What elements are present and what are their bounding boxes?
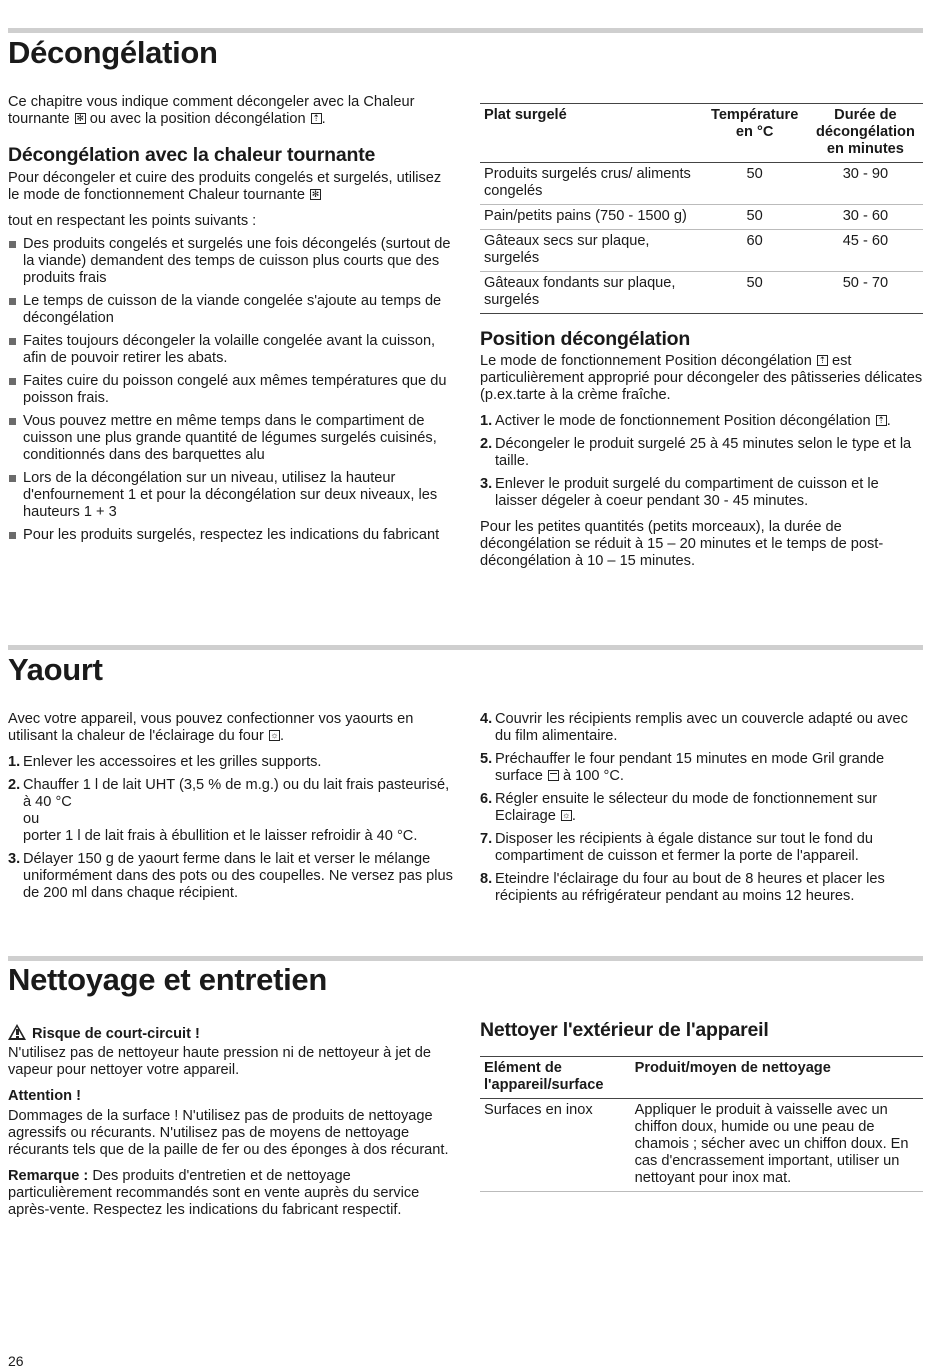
hot-air-bullet-list (8, 236, 453, 544)
list-item: Faites toujours décongeler la volaille congelée avant la cuisson, afin de pouvoir retirer les abats. (8, 333, 453, 367)
hot-air-para1: Pour décongeler et cuire des produits congelés et surgelés, utilisez le mode de fonctionnement Chaleur tournante ✻ (8, 170, 453, 204)
attention-text: Dommages de la surface ! N'utilisez pas de produits de nettoyage agressifs ou récurants. N'utilisez pas de moyens de nettoyage récurants tels que de la paille de fer ou des éponges à dos récurant. (8, 1108, 449, 1158)
col-temperature: Température en °C (710, 107, 799, 140)
yogurt-left-column (8, 711, 453, 908)
yogurt-title: Yaourt (8, 652, 103, 687)
cleaning-title: Nettoyage et entretien (8, 962, 327, 997)
exterior-cleaning-heading: Nettoyer l'extérieur de l'appareil (480, 1019, 769, 1041)
hot-air-para2: tout en respectant les points suivants : (8, 213, 257, 229)
col-duration: Durée de décongélation en minutes (815, 107, 915, 157)
list-item: Le temps de cuisson de la viande congelée s'ajoute au temps de décongélation (8, 293, 453, 327)
yogurt-steps-right (480, 711, 923, 905)
hot-air-heading: Décongélation avec la chaleur tournante (8, 144, 376, 166)
list-item: Pour les produits surgelés, respectez les indications du fabricant (8, 527, 453, 544)
table-row: Gâteaux secs sur plaque, surgelés 60 45 - 60 (480, 230, 923, 272)
list-item: 3. Enlever le produit surgelé du compartiment de cuisson et le laisser dégeler à coeur pendant 30 - 45 minutes. (480, 476, 879, 509)
fan-icon (310, 189, 321, 200)
list-item: Lors de la décongélation sur un niveau, utilisez la hauteur d'enfournement 1 et pour la décongélation sur deux niveaux, les hauteurs 1 + 3 (8, 470, 453, 521)
remark-text: Remarque : Des produits d'entretien et de nettoyage particulièrement recommandés sont en vente auprès du service après-vente. Respectez les indications du fabricant respectif. (8, 1168, 420, 1218)
list-item: 2. Chauffer 1 l de lait UHT (3,5 % de m.g.) ou du lait frais pasteurisé, à 40 °C ou porter 1 l de lait frais à ébullition et le laisser refroidir à 40 °C. (8, 777, 450, 844)
table-row: Pain/petits pains (750 - 1500 g) 50 30 - 60 (480, 205, 923, 230)
col-frozen-dish: Plat surgelé (484, 107, 567, 123)
position-defrost-steps (480, 413, 923, 510)
col-cleaning-product: Produit/moyen de nettoyage (634, 1060, 831, 1076)
yogurt-steps-left (8, 754, 453, 902)
list-item: 1. Activer le mode de fonctionnement Position décongélation ⇡. (480, 413, 923, 430)
warning-icon (8, 1024, 26, 1040)
position-defrost-heading: Position décongélation (480, 328, 691, 350)
list-item: 7. Disposer les récipients à égale distance sur tout le fond du compartiment de cuisson et fermer la porte de l'appareil. (480, 831, 874, 864)
table-row: Surfaces en inox Appliquer le produit à vaisselle avec un chiffon doux, humide ou une peau de chamois ; sécher avec un chiffon doux. En cas d'encrassement important, utiliser un nettoyant pour inox mat. (484, 1102, 909, 1186)
defrost-icon (817, 355, 828, 366)
exterior-cleaning-table (480, 1056, 923, 1192)
light-icon (561, 810, 572, 821)
yogurt-intro: Avec votre appareil, vous pouvez confectionner vos yaourts en utilisant la chaleur de l'éclairage du four ☼. (8, 711, 453, 745)
defrost-title: Décongélation (8, 35, 218, 70)
list-item: 6. Régler ensuite le sélecteur du mode de fonctionnement sur Eclairage ☼. (480, 791, 923, 825)
yogurt-right-column (480, 711, 923, 911)
list-item: 3. Délayer 150 g de yaourt ferme dans le lait et verser le mélange uniformément dans des pots ou des coupelles. Ne versez pas plus de 200 ml dans chaque récipient. (8, 851, 453, 901)
attention-heading: Attention ! (8, 1088, 81, 1104)
defrost-icon (876, 415, 887, 426)
light-icon (269, 730, 280, 741)
fan-icon (75, 113, 86, 124)
table-header-row (480, 1057, 923, 1099)
list-item: 5. Préchauffer le four pendant 15 minutes en mode Gril grande surface à 100 °C. (480, 751, 885, 784)
position-defrost-para: Le mode de fonctionnement Position décongélation ⇡ est particulièrement approprié pour décongeler des pâtisseries délicates (p.ex.tarte à la crème fraîche. (480, 353, 923, 404)
col-appliance-part: Elément de l'appareil/surface (484, 1060, 604, 1093)
table-row: Produits surgelés crus/ aliments congelés 50 30 - 90 (480, 163, 923, 205)
cleaning-left-column (8, 1024, 453, 1219)
list-item: 8. Eteindre l'éclairage du four au bout de 8 heures et placer les récipients au réfrigérateur pendant au moins 12 heures. (480, 871, 885, 904)
page-number: 26 (8, 1353, 24, 1369)
defrost-left-column (8, 94, 453, 550)
list-item: 1. Enlever les accessoires et les grilles supports. (8, 754, 322, 770)
list-item: 4. Couvrir les récipients remplis avec un couvercle adapté ou avec du film alimentaire. (480, 711, 908, 744)
defrost-right-column (480, 103, 923, 570)
section-rule-cleaning (8, 956, 923, 961)
warning-heading: Risque de court-circuit ! (8, 1024, 453, 1043)
list-item: Faites cuire du poisson congelé aux mêmes températures que du poisson frais. (8, 373, 453, 407)
list-item: 2. Décongeler le produit surgelé 25 à 45 minutes selon le type et la taille. (480, 436, 912, 469)
cleaning-right-column (480, 1019, 923, 1192)
grill-icon (548, 770, 559, 781)
list-item: Des produits congelés et surgelés une fois décongelés (surtout de la viande) demandent des temps de cuisson plus courts que des produits frais (8, 236, 453, 287)
defrost-intro: Ce chapitre vous indique comment décongeler avec la Chaleur tournante ✻ ou avec la position décongélation ⇡. (8, 94, 453, 128)
frozen-food-table (480, 103, 923, 314)
list-item: Vous pouvez mettre en même temps dans le compartiment de cuisson une plus grande quantité de légumes surgelés cuisinés, conditionnés dans des barquettes alu (8, 413, 453, 464)
warning-text: N'utilisez pas de nettoyeur haute pression ni de nettoyeur à jet de vapeur pour nettoyer votre appareil. (8, 1045, 432, 1078)
table-row: Gâteaux fondants sur plaque, surgelés 50 50 - 70 (484, 275, 889, 308)
section-rule-defrost (8, 28, 923, 33)
defrost-icon (311, 113, 322, 124)
position-defrost-outro: Pour les petites quantités (petits morceaux), la durée de décongélation se réduit à 15 – 20 minutes et le temps de post-décongélation à 10 – 15 minutes. (480, 519, 884, 569)
table-header-row (480, 104, 923, 163)
section-rule-yogurt (8, 645, 923, 650)
